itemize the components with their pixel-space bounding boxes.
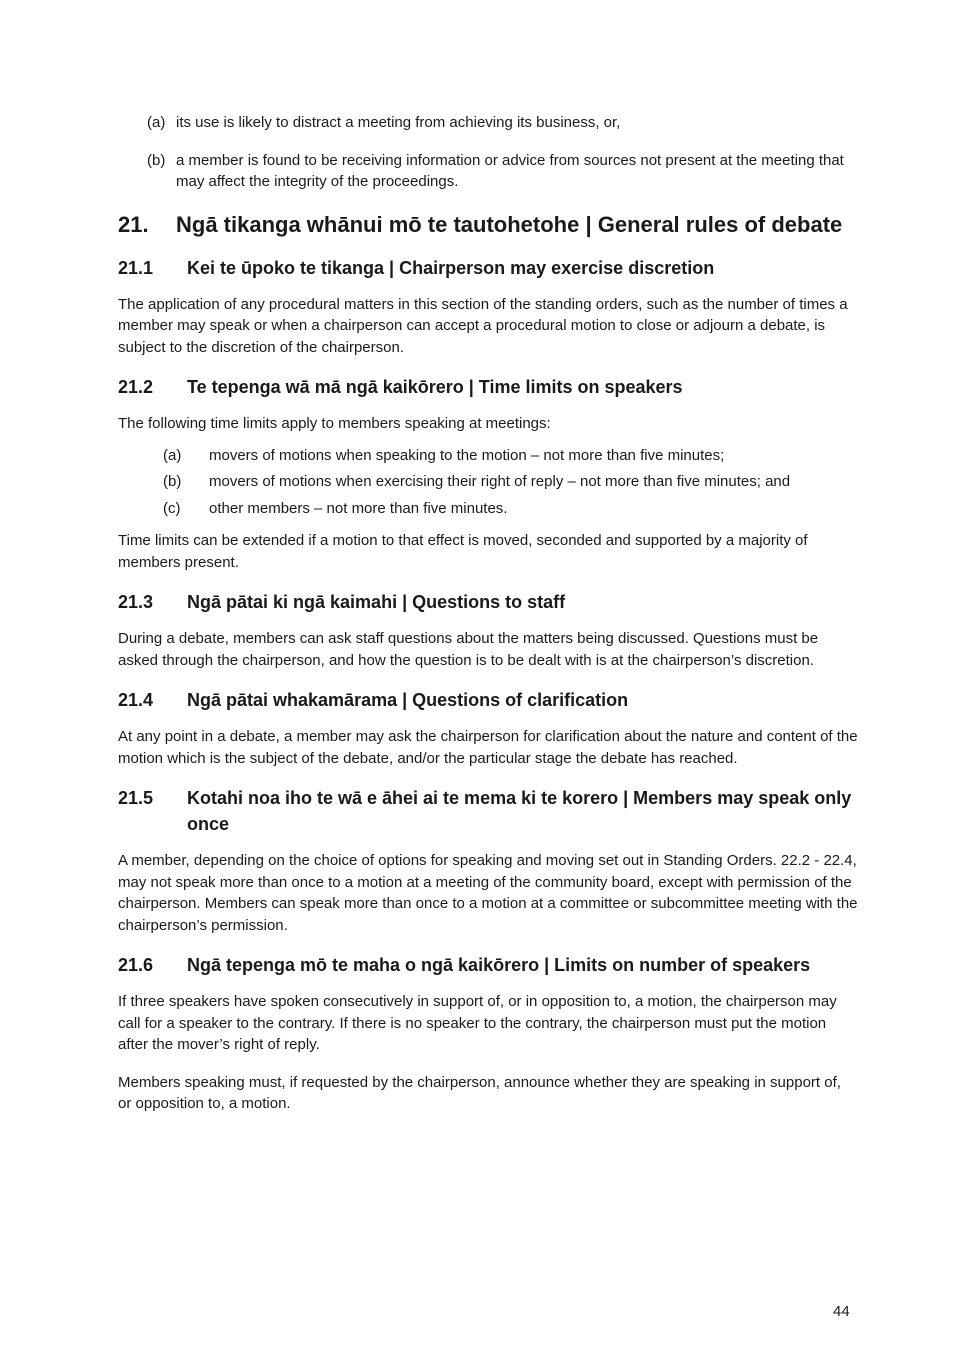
list-item xyxy=(118,112,858,134)
subsection-heading xyxy=(118,589,858,615)
document-page xyxy=(118,112,858,1115)
list-item xyxy=(118,471,858,493)
section-title: Ngā tikanga whānui mō te tautohetohe | General rules of debate xyxy=(176,211,843,237)
paragraph: A member, depending on the choice of options for speaking and moving set out in Standing Orders. 22.2 - 22.4, may not speak more than once to a motion at a meeting of the community board, except with permission of the chairperson. Members can speak more than once to a motion at a committee or subcommittee meeting with the chairperson’s permission. xyxy=(118,852,858,934)
paragraph: The following time limits apply to members speaking at meetings: xyxy=(118,415,551,432)
list-item-label: (b) xyxy=(147,151,166,169)
subsection-title: Kei te ūpoko te tikanga | Chairperson may exercise discretion xyxy=(187,257,715,278)
list-item-text: a member is found to be receiving information or advice from sources not present at the meeting that may affect the integrity of the proceedings. xyxy=(176,151,844,190)
subsection-heading xyxy=(118,952,858,978)
subsection-number: 21.6 xyxy=(118,955,154,975)
subsection-title: Ngā pātai whakamārama | Questions of clarification xyxy=(187,690,629,710)
subsection-title: Ngā pātai ki ngā kaimahi | Questions to staff xyxy=(187,592,566,612)
paragraph: During a debate, members can ask staff questions about the matters being discussed. Questions must be asked through the chairperson, and how the question is to be dealt with is at the chairperson’s discretion. xyxy=(118,630,819,669)
subsection-heading xyxy=(118,785,858,837)
list-item-text: its use is likely to distract a meeting from achieving its business, or, xyxy=(176,114,621,131)
subsection-number: 21.4 xyxy=(118,690,154,710)
paragraph: Members speaking must, if requested by the chairperson, announce whether they are speaking in support of, or opposition to, a motion. xyxy=(118,1073,841,1112)
subsection-heading xyxy=(118,255,858,281)
list-item xyxy=(118,150,858,193)
list-item-text: other members – not more than five minutes. xyxy=(209,499,508,517)
subsection-title: Kotahi noa iho te wā e āhei ai te mema ki te korero | Members may speak only once xyxy=(187,788,852,834)
subsection-number: 21.2 xyxy=(118,377,154,397)
paragraph: At any point in a debate, a member may ask the chairperson for clarification about the nature and content of the motion which is the subject of the debate, and/or the particular stage the debate has reached. xyxy=(118,728,858,767)
list-item-label: (c) xyxy=(163,499,181,517)
section-number: 21. xyxy=(118,211,149,237)
subsection-number: 21.5 xyxy=(118,788,154,808)
subsection-heading xyxy=(118,687,858,713)
intro-list xyxy=(118,112,858,193)
list-item-label: (b) xyxy=(163,473,182,490)
time-limits-list xyxy=(118,445,858,520)
subsection-heading xyxy=(118,374,858,400)
list-item xyxy=(118,498,858,520)
paragraph: The application of any procedural matters in this section of the standing orders, such as the number of times a member may speak or when a chairperson can accept a procedural motion to close or adjourn a debate, is subject to the discretion of the chairperson. xyxy=(118,295,848,356)
paragraph: Time limits can be extended if a motion to that effect is moved, seconded and supported by a majority of members present. xyxy=(118,532,808,571)
list-item xyxy=(118,445,858,467)
subsection-number: 21.3 xyxy=(118,592,154,612)
section-heading xyxy=(118,209,858,240)
list-item-label: (a) xyxy=(147,114,166,131)
subsection-title: Ngā tepenga mō te maha o ngā kaikōrero | Limits on number of speakers xyxy=(187,955,811,975)
subsection-title: Te tepenga wā mā ngā kaikōrero | Time limits on speakers xyxy=(187,377,683,397)
paragraph: If three speakers have spoken consecutively in support of, or in opposition to, a motion, the chairperson may call for a speaker to the contrary. If there is no speaker to the contrary, the chairperson must put the motion after the mover’s right of reply. xyxy=(118,993,837,1053)
list-item-text: movers of motions when speaking to the motion – not more than five minutes; xyxy=(209,446,725,464)
list-item-label: (a) xyxy=(163,446,182,464)
list-item-text: movers of motions when exercising their right of reply – not more than five minutes; and xyxy=(209,473,791,490)
page-number: 44 xyxy=(833,1303,850,1320)
subsection-number: 21.1 xyxy=(118,257,154,278)
